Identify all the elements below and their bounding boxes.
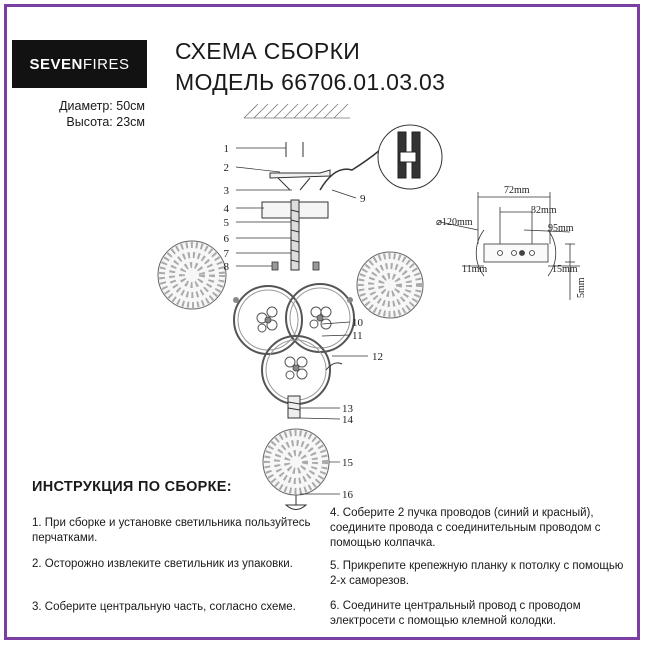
instruction-step-3: 3. Соберите центральную часть, согласно схеме. [32, 601, 296, 613]
title-line-1: СХЕМА СБОРКИ [175, 38, 361, 64]
dim-120mm: ⌀120mm [436, 217, 473, 228]
callout-8: 8 [223, 261, 229, 273]
height-spec: Высота: 23см [66, 115, 145, 129]
dim-5mm: 5mm [576, 277, 587, 298]
bottom-crystal-shade [263, 429, 329, 495]
ceiling-hatch [244, 104, 350, 118]
instruction-step-2: 2. Осторожно извлеките светильник из упаковки. [32, 558, 293, 570]
callout-2: 2 [223, 162, 229, 174]
callout-4: 4 [223, 203, 229, 215]
dim-15mm: 15mm [552, 264, 578, 275]
callout-11: 11 [352, 330, 363, 342]
instruction-step-5: 5. Прикрепите крепежную планку к потолку с помощью 2-х саморезов. [330, 560, 624, 587]
nut [313, 262, 319, 270]
nut [272, 262, 278, 270]
callout-7: 7 [223, 248, 229, 260]
callout-14: 14 [342, 414, 353, 426]
left-crystal-shade [158, 241, 226, 309]
callout-5: 5 [223, 217, 229, 229]
mounting-screws [286, 142, 303, 157]
callout-9: 9 [360, 193, 366, 205]
callout-15: 15 [342, 457, 353, 469]
callout-3: 3 [223, 185, 229, 197]
callout-12: 12 [372, 351, 383, 363]
bottom-socket [288, 396, 300, 418]
instruction-step-4: 4. Соберите 2 пучка проводов (синий и красный), соедините провода с соединительным проводом с помощью колпачка. [330, 507, 601, 549]
plate-dimensions [436, 185, 587, 298]
dim-32mm: 32mm [531, 205, 557, 216]
brand-logo-light: FIRES [82, 55, 130, 73]
instruction-step-6: 6. Соедините центральный провод с проводом электросети с помощью клемной колодки. [330, 600, 581, 627]
finial [286, 495, 306, 510]
title-line-2: МОДЕЛЬ 66706.01.03.03 [175, 69, 446, 95]
brand-logo-bold: SEVEN [29, 55, 83, 73]
dim-95mm: 95mm [548, 223, 574, 234]
instructions-heading: ИНСТРУКЦИЯ ПО СБОРКЕ: [32, 479, 232, 495]
callout-1: 1 [223, 143, 229, 155]
right-crystal-shade [357, 252, 423, 318]
callout-6: 6 [223, 233, 229, 245]
threaded-rod [291, 200, 299, 270]
callout-13: 13 [342, 403, 353, 415]
callout-16: 16 [342, 489, 353, 501]
dim-11mm: 11mm [462, 264, 488, 275]
ring-frames [234, 284, 354, 404]
instruction-step-1: 1. При сборке и установке светильника пользуйтесь перчатками. [32, 517, 311, 544]
diameter-spec: Диаметр: 50см [59, 99, 145, 113]
dim-72mm: 72mm [504, 185, 530, 196]
callout-10: 10 [352, 317, 363, 329]
hook [326, 363, 342, 370]
plate-detail [440, 192, 580, 300]
